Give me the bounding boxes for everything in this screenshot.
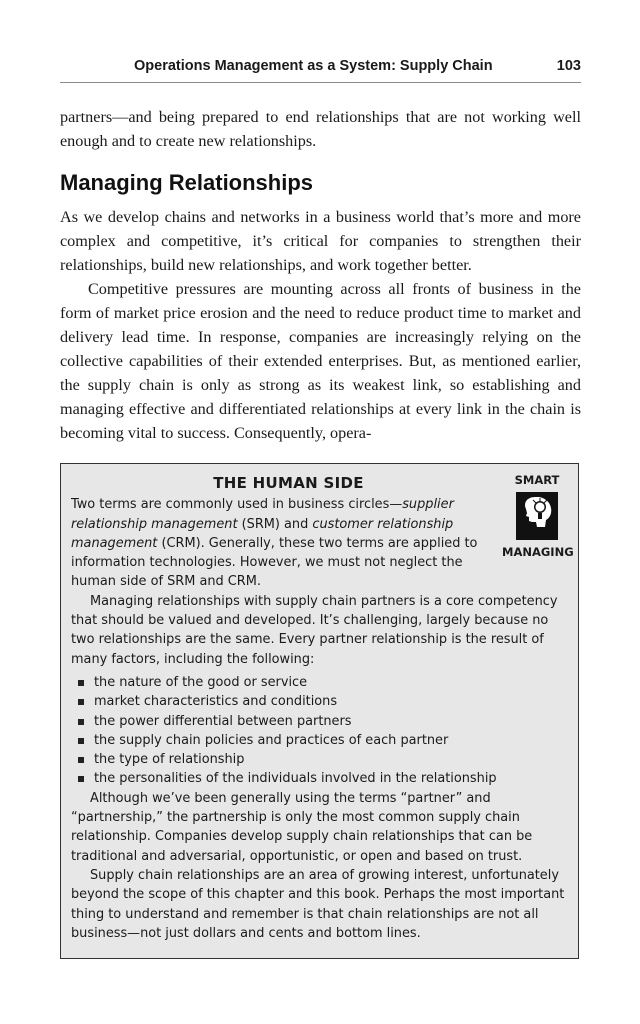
bullet-icon — [78, 719, 84, 725]
running-title: Operations Management as a System: Supply Chain — [134, 58, 493, 74]
bullet-icon — [78, 699, 84, 705]
factors-list — [71, 673, 566, 789]
list-item — [71, 712, 566, 731]
bullet-icon — [78, 757, 84, 763]
term-crm: customer relationship management — [71, 516, 454, 551]
term-srm: supplier relationship management — [71, 497, 454, 532]
bullet-icon — [78, 776, 84, 782]
sidebar-title: THE HUMAN SIDE — [213, 474, 364, 492]
intro-text: (CRM). Generally, these two terms are applied to information technologies. However, we must not neglect the human side of SRM and CRM. — [71, 535, 478, 590]
list-item — [71, 673, 566, 692]
body-paragraph: Competitive pressures are mounting across all fronts of business in the form of market price erosion and the need to reduce product time to market and delivery lead time. In response, companies are increasingly relying on the collective capabilities of their extended enterprises. But, as mentioned earlier, the supply chain is only as strong as its weakest link, so establishing and managing effective and differentiated relationships at every link in the chain is becoming vital to success. Consequently, opera- — [60, 280, 581, 442]
continuation-paragraph: partners—and being prepared to end relationships that are not working well enough and to create new relationships. — [60, 108, 581, 150]
list-item-text: the power differential between partners — [94, 713, 352, 729]
list-item — [71, 769, 566, 788]
human-side-sidebar — [60, 463, 579, 959]
intro-text: (SRM) and — [237, 516, 313, 532]
body-paragraph: As we develop chains and networks in a business world that’s more and more complex and competitive, it’s critical for companies to strengthen their relationships, build new relationships, and work together better. — [60, 208, 581, 274]
list-item-text: the nature of the good or service — [94, 674, 308, 690]
page-number: 103 — [556, 58, 581, 74]
sidebar-content — [71, 474, 566, 943]
list-item-text: the type of relationship — [94, 752, 245, 768]
sidebar-intro-paragraph — [71, 495, 491, 591]
sidebar-paragraph: Supply chain relationships are an area of growing interest, unfortunately beyond the scope of this chapter and this book. Perhaps the most important thing to understand and remember is that chain relationships are not all business—not just dollars and cents and bottom lines. — [71, 867, 565, 941]
sidebar-paragraph: Managing relationships with supply chain partners is a core competency that should be valued and developed. It’s challenging, largely because no two relationships are the same. Every partner relationship is the result of many factors, including the following: — [71, 593, 558, 667]
list-item-text: the personalities of the individuals involved in the relationship — [94, 771, 497, 787]
badge-label-bottom: MANAGING — [502, 545, 574, 559]
sidebar-paragraph: Although we’ve been generally using the terms “partner” and “partnership,” the partnership is only the most common supply chain relationship. Companies develop supply chain relationships that can be traditional and adversarial, opportunistic, or open and based on trust. — [71, 790, 533, 864]
list-item — [71, 750, 566, 769]
running-header — [60, 56, 581, 83]
list-item — [71, 692, 566, 711]
list-item-text: the supply chain policies and practices of each partner — [94, 732, 449, 748]
badge-label-top: SMART — [514, 473, 560, 487]
list-item — [71, 731, 566, 750]
bullet-icon — [78, 738, 84, 744]
intro-text: Two terms are commonly used in business circles— — [71, 497, 403, 513]
section-heading: Managing Relationships — [60, 170, 314, 195]
list-item-text: market characteristics and conditions — [94, 694, 338, 710]
bullet-icon — [78, 680, 84, 686]
